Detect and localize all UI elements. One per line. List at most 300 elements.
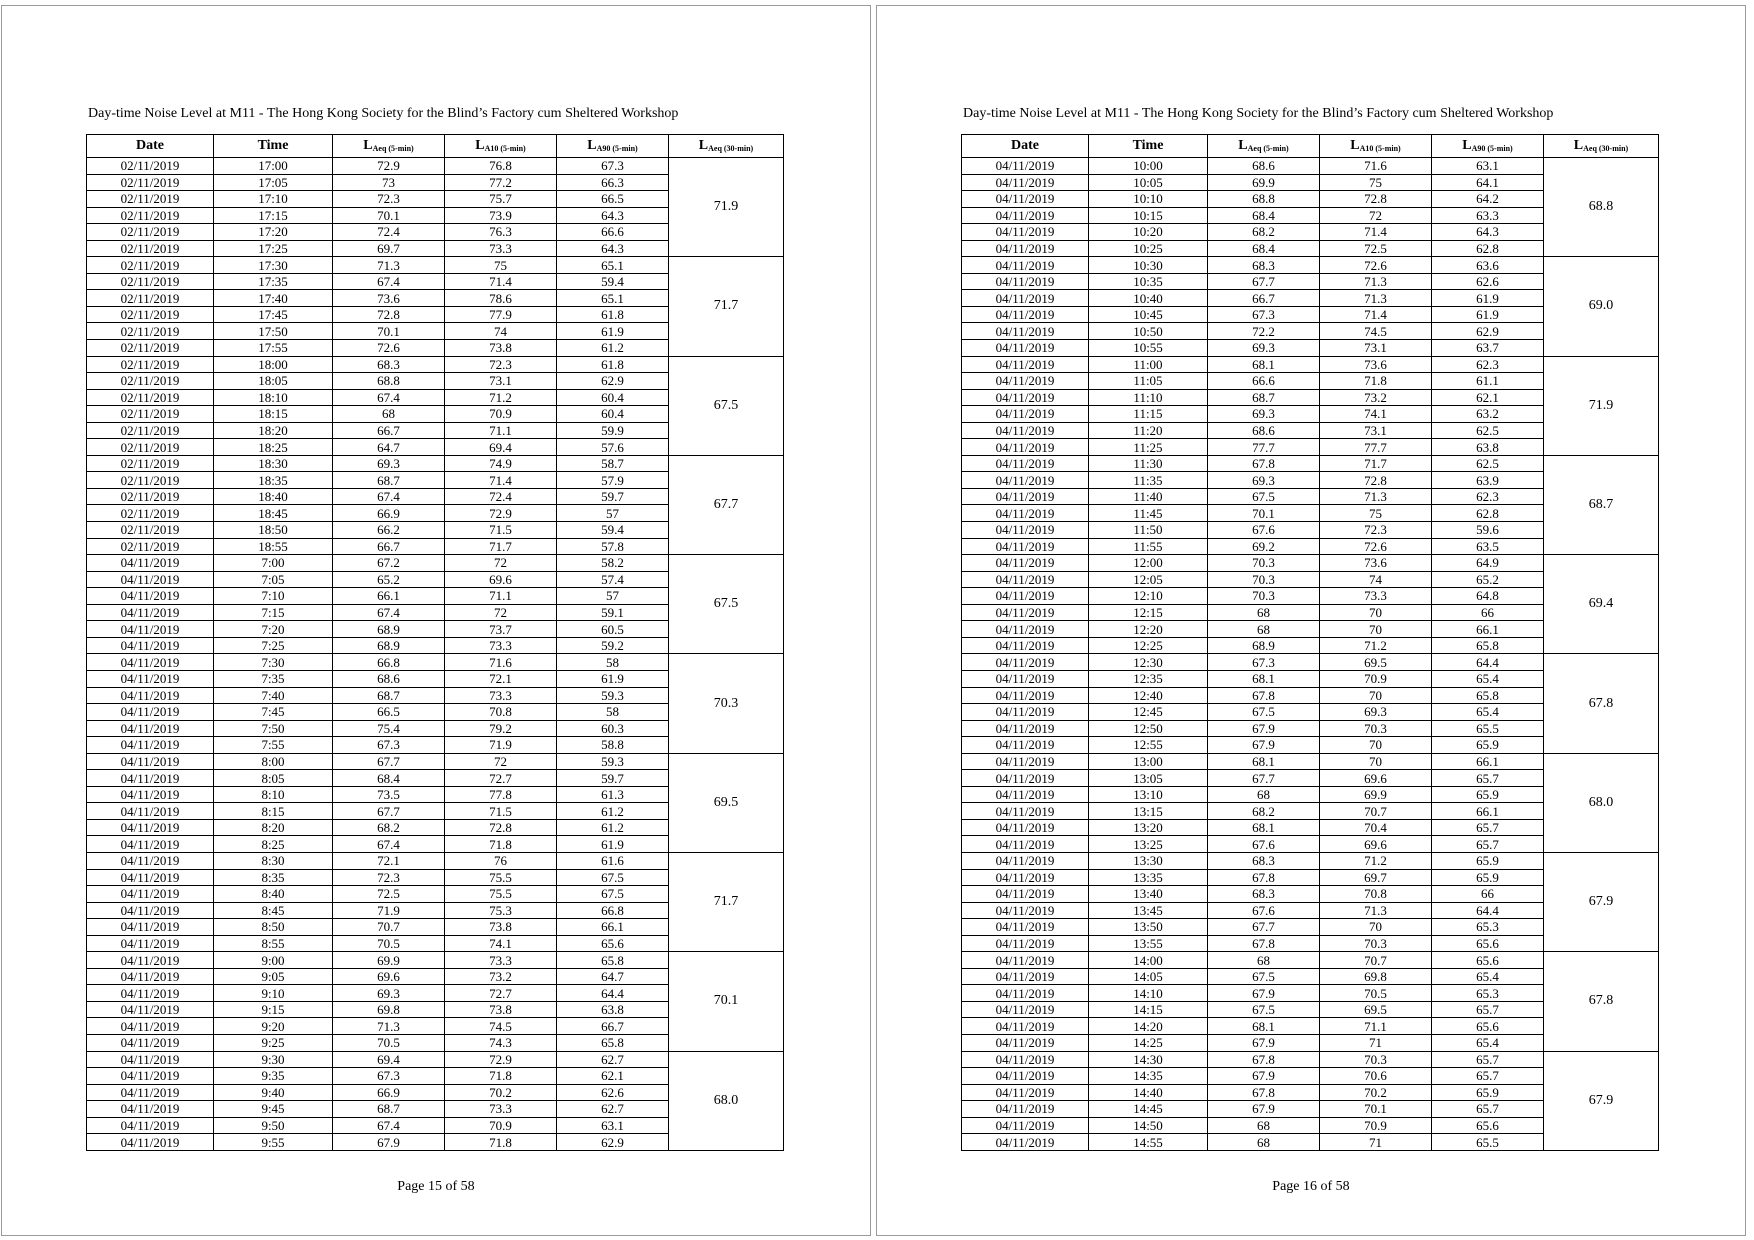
cell-la10-5min: 70.8 [1320, 886, 1432, 903]
table-row [87, 952, 784, 969]
cell-laeq-5min: 69.9 [1208, 174, 1320, 191]
cell-laeq-30min: 67.9 [1544, 852, 1659, 951]
cell-la10-5min: 71.7 [445, 538, 557, 555]
cell-la90-5min: 65.8 [557, 1034, 669, 1051]
cell-la90-5min: 66 [1432, 886, 1544, 903]
col-header-laeq-30min: $L_{Aeq (30-min)}$ [1544, 135, 1659, 158]
cell-date: 04/11/2019 [962, 422, 1089, 439]
cell-time: 9:00 [214, 952, 333, 969]
cell-laeq-5min: 69.3 [1208, 472, 1320, 489]
cell-la90-5min: 63.2 [1432, 406, 1544, 423]
cell-time: 8:05 [214, 770, 333, 787]
cell-la90-5min: 57 [557, 588, 669, 605]
cell-la90-5min: 61.9 [1432, 306, 1544, 323]
cell-laeq-30min: 67.8 [1544, 952, 1659, 1051]
cell-date: 04/11/2019 [87, 753, 214, 770]
cell-laeq-5min: 67.9 [1208, 1101, 1320, 1118]
cell-la90-5min: 65.4 [1432, 670, 1544, 687]
cell-la10-5min: 72.6 [1320, 257, 1432, 274]
cell-time: 12:55 [1089, 737, 1208, 754]
cell-time: 11:50 [1089, 522, 1208, 539]
cell-la90-5min: 58.7 [557, 455, 669, 472]
cell-laeq-30min: 69.0 [1544, 257, 1659, 356]
cell-date: 04/11/2019 [962, 158, 1089, 175]
cell-date: 04/11/2019 [962, 389, 1089, 406]
cell-la10-5min: 70 [1320, 621, 1432, 638]
cell-time: 11:35 [1089, 472, 1208, 489]
cell-date: 04/11/2019 [962, 919, 1089, 936]
cell-time: 7:15 [214, 604, 333, 621]
cell-la10-5min: 70.9 [1320, 670, 1432, 687]
cell-la90-5min: 65.6 [1432, 952, 1544, 969]
cell-time: 13:15 [1089, 803, 1208, 820]
document-page-left [1, 5, 871, 1236]
cell-la90-5min: 65.5 [1432, 1134, 1544, 1151]
cell-time: 12:35 [1089, 670, 1208, 687]
table-row [962, 555, 1659, 572]
cell-laeq-5min: 69.6 [333, 968, 445, 985]
cell-laeq-5min: 67.4 [333, 488, 445, 505]
cell-laeq-5min: 67.3 [333, 737, 445, 754]
cell-laeq-5min: 66.6 [1208, 373, 1320, 390]
cell-laeq-5min: 68.4 [1208, 207, 1320, 224]
cell-date: 04/11/2019 [962, 571, 1089, 588]
cell-laeq-5min: 68.8 [333, 373, 445, 390]
cell-time: 12:50 [1089, 720, 1208, 737]
cell-laeq-5min: 68.7 [1208, 389, 1320, 406]
cell-la10-5min: 71.8 [445, 1134, 557, 1151]
cell-la90-5min: 63.1 [1432, 158, 1544, 175]
cell-la10-5min: 74.5 [445, 1018, 557, 1035]
cell-date: 02/11/2019 [87, 422, 214, 439]
cell-time: 13:00 [1089, 753, 1208, 770]
cell-la90-5min: 64.3 [557, 207, 669, 224]
cell-la10-5min: 71.4 [445, 472, 557, 489]
cell-date: 04/11/2019 [87, 621, 214, 638]
cell-time: 17:10 [214, 191, 333, 208]
cell-laeq-30min: 67.7 [669, 455, 784, 554]
table-row [962, 356, 1659, 373]
cell-date: 02/11/2019 [87, 323, 214, 340]
cell-date: 04/11/2019 [962, 720, 1089, 737]
cell-laeq-5min: 67.6 [1208, 902, 1320, 919]
cell-laeq-5min: 68.8 [1208, 191, 1320, 208]
cell-time: 17:40 [214, 290, 333, 307]
cell-laeq-5min: 77.7 [1208, 439, 1320, 456]
cell-la90-5min: 66.3 [557, 174, 669, 191]
cell-laeq-30min: 67.5 [669, 555, 784, 654]
cell-la90-5min: 59.4 [557, 273, 669, 290]
cell-date: 04/11/2019 [962, 455, 1089, 472]
cell-laeq-5min: 68 [1208, 1134, 1320, 1151]
cell-date: 02/11/2019 [87, 191, 214, 208]
cell-laeq-5min: 68.1 [1208, 753, 1320, 770]
cell-la10-5min: 69.7 [1320, 869, 1432, 886]
cell-la10-5min: 70.5 [1320, 985, 1432, 1002]
cell-la90-5min: 65.1 [557, 290, 669, 307]
cell-la90-5min: 62.8 [1432, 505, 1544, 522]
cell-laeq-5min: 67.4 [333, 389, 445, 406]
cell-la10-5min: 74.3 [445, 1034, 557, 1051]
cell-time: 10:00 [1089, 158, 1208, 175]
cell-la90-5min: 64.2 [1432, 191, 1544, 208]
cell-la10-5min: 70.1 [1320, 1101, 1432, 1118]
cell-la10-5min: 69.9 [1320, 786, 1432, 803]
cell-time: 12:20 [1089, 621, 1208, 638]
cell-date: 04/11/2019 [87, 836, 214, 853]
cell-la90-5min: 62.9 [557, 1134, 669, 1151]
cell-laeq-5min: 68 [1208, 621, 1320, 638]
cell-la10-5min: 70 [1320, 737, 1432, 754]
cell-la90-5min: 61.1 [1432, 373, 1544, 390]
cell-time: 13:45 [1089, 902, 1208, 919]
cell-la90-5min: 61.2 [557, 819, 669, 836]
cell-la90-5min: 64.7 [557, 968, 669, 985]
cell-la10-5min: 70.7 [1320, 952, 1432, 969]
cell-la10-5min: 79.2 [445, 720, 557, 737]
cell-la90-5min: 58 [557, 704, 669, 721]
cell-la10-5min: 74.5 [1320, 323, 1432, 340]
cell-date: 04/11/2019 [87, 571, 214, 588]
cell-date: 04/11/2019 [962, 952, 1089, 969]
cell-laeq-5min: 67.2 [333, 555, 445, 572]
page-title: Day-time Noise Level at M11 - The Hong Kong Society for the Blind’s Factory cum Sheltered Workshop [88, 106, 679, 121]
cell-la10-5min: 73.3 [445, 240, 557, 257]
cell-la90-5min: 66.6 [557, 224, 669, 241]
cell-time: 12:00 [1089, 555, 1208, 572]
cell-la90-5min: 60.4 [557, 406, 669, 423]
cell-date: 04/11/2019 [87, 952, 214, 969]
cell-la90-5min: 66.1 [557, 919, 669, 936]
cell-date: 04/11/2019 [962, 323, 1089, 340]
cell-la90-5min: 59.4 [557, 522, 669, 539]
cell-la90-5min: 63.6 [1432, 257, 1544, 274]
cell-time: 12:25 [1089, 637, 1208, 654]
cell-time: 8:20 [214, 819, 333, 836]
cell-laeq-5min: 67.7 [333, 803, 445, 820]
cell-laeq-5min: 75.4 [333, 720, 445, 737]
cell-time: 10:30 [1089, 257, 1208, 274]
cell-la10-5min: 69.8 [1320, 968, 1432, 985]
cell-la90-5min: 66.1 [1432, 803, 1544, 820]
cell-date: 02/11/2019 [87, 290, 214, 307]
page-title: Day-time Noise Level at M11 - The Hong Kong Society for the Blind’s Factory cum Sheltered Workshop [963, 106, 1554, 121]
table-body [87, 158, 784, 1151]
cell-date: 04/11/2019 [87, 687, 214, 704]
cell-la10-5min: 71.8 [1320, 373, 1432, 390]
cell-la10-5min: 72.3 [445, 356, 557, 373]
cell-time: 14:15 [1089, 1001, 1208, 1018]
cell-laeq-5min: 72.3 [333, 191, 445, 208]
cell-time: 12:10 [1089, 588, 1208, 605]
cell-time: 7:50 [214, 720, 333, 737]
cell-laeq-30min: 70.3 [669, 654, 784, 753]
cell-la90-5min: 64.4 [1432, 654, 1544, 671]
cell-la10-5min: 73.3 [445, 687, 557, 704]
cell-la90-5min: 60.4 [557, 389, 669, 406]
cell-time: 13:05 [1089, 770, 1208, 787]
cell-date: 04/11/2019 [87, 1018, 214, 1035]
cell-la10-5min: 73.1 [1320, 340, 1432, 357]
cell-la90-5min: 65.9 [1432, 852, 1544, 869]
cell-la90-5min: 65.5 [1432, 720, 1544, 737]
col-header-date: Date [962, 135, 1089, 158]
cell-la90-5min: 60.5 [557, 621, 669, 638]
cell-la10-5min: 76.8 [445, 158, 557, 175]
cell-la10-5min: 71.2 [1320, 852, 1432, 869]
cell-time: 13:40 [1089, 886, 1208, 903]
cell-laeq-30min: 69.5 [669, 753, 784, 852]
cell-la10-5min: 71.8 [445, 836, 557, 853]
cell-date: 04/11/2019 [962, 604, 1089, 621]
cell-la90-5min: 64.4 [1432, 902, 1544, 919]
cell-la10-5min: 72 [445, 604, 557, 621]
cell-laeq-5min: 68.6 [1208, 422, 1320, 439]
cell-la10-5min: 77.9 [445, 306, 557, 323]
cell-laeq-5min: 68.2 [1208, 224, 1320, 241]
cell-la90-5min: 65.4 [1432, 968, 1544, 985]
cell-laeq-5min: 68.7 [333, 472, 445, 489]
cell-laeq-5min: 67.7 [333, 753, 445, 770]
table-body [962, 158, 1659, 1151]
cell-date: 04/11/2019 [962, 737, 1089, 754]
col-header-laeq-5min: $L_{Aeq (5-min)}$ [333, 135, 445, 158]
cell-time: 13:20 [1089, 819, 1208, 836]
cell-la90-5min: 66 [1432, 604, 1544, 621]
cell-time: 14:45 [1089, 1101, 1208, 1118]
table-row [962, 952, 1659, 969]
cell-la10-5min: 73.8 [445, 1001, 557, 1018]
cell-date: 04/11/2019 [962, 1018, 1089, 1035]
document-page-right [876, 5, 1746, 1236]
cell-time: 18:00 [214, 356, 333, 373]
cell-date: 04/11/2019 [962, 819, 1089, 836]
cell-la10-5min: 70.3 [1320, 1051, 1432, 1068]
cell-date: 04/11/2019 [87, 555, 214, 572]
cell-la10-5min: 75.5 [445, 886, 557, 903]
cell-la10-5min: 70.3 [1320, 935, 1432, 952]
cell-date: 02/11/2019 [87, 273, 214, 290]
cell-la90-5min: 67.3 [557, 158, 669, 175]
cell-date: 04/11/2019 [962, 968, 1089, 985]
cell-time: 10:05 [1089, 174, 1208, 191]
cell-la90-5min: 62.1 [1432, 389, 1544, 406]
cell-date: 02/11/2019 [87, 488, 214, 505]
cell-laeq-5min: 67.5 [1208, 488, 1320, 505]
cell-laeq-5min: 69.8 [333, 1001, 445, 1018]
cell-time: 14:30 [1089, 1051, 1208, 1068]
cell-time: 13:35 [1089, 869, 1208, 886]
cell-laeq-5min: 66.7 [333, 422, 445, 439]
cell-la10-5min: 70.6 [1320, 1068, 1432, 1085]
cell-la90-5min: 62.5 [1432, 422, 1544, 439]
cell-la10-5min: 74.9 [445, 455, 557, 472]
table-row [962, 455, 1659, 472]
cell-time: 14:20 [1089, 1018, 1208, 1035]
cell-la10-5min: 70.9 [1320, 1117, 1432, 1134]
cell-date: 04/11/2019 [962, 1134, 1089, 1151]
cell-la10-5min: 71.6 [1320, 158, 1432, 175]
cell-laeq-5min: 70.1 [333, 323, 445, 340]
cell-la90-5min: 65.7 [1432, 770, 1544, 787]
cell-la10-5min: 76 [445, 852, 557, 869]
table-row [87, 1051, 784, 1068]
cell-time: 14:10 [1089, 985, 1208, 1002]
cell-time: 18:10 [214, 389, 333, 406]
cell-laeq-5min: 68.3 [1208, 852, 1320, 869]
cell-date: 04/11/2019 [87, 902, 214, 919]
cell-time: 10:55 [1089, 340, 1208, 357]
cell-la90-5min: 62.1 [557, 1068, 669, 1085]
cell-la10-5min: 73.7 [445, 621, 557, 638]
cell-la10-5min: 75.7 [445, 191, 557, 208]
cell-laeq-5min: 67.4 [333, 604, 445, 621]
cell-time: 11:55 [1089, 538, 1208, 555]
cell-la90-5min: 65.7 [1432, 836, 1544, 853]
cell-la90-5min: 62.9 [557, 373, 669, 390]
cell-date: 02/11/2019 [87, 257, 214, 274]
cell-la90-5min: 57.4 [557, 571, 669, 588]
cell-laeq-30min: 67.8 [1544, 654, 1659, 753]
cell-la10-5min: 71.3 [1320, 902, 1432, 919]
cell-la10-5min: 69.6 [445, 571, 557, 588]
cell-time: 7:45 [214, 704, 333, 721]
cell-la90-5min: 61.8 [557, 356, 669, 373]
cell-laeq-30min: 71.7 [669, 852, 784, 951]
cell-time: 8:35 [214, 869, 333, 886]
cell-la90-5min: 65.4 [1432, 1034, 1544, 1051]
cell-la90-5min: 67.5 [557, 869, 669, 886]
cell-la90-5min: 65.6 [1432, 935, 1544, 952]
cell-laeq-5min: 68.6 [333, 670, 445, 687]
col-header-laeq-5min: $L_{Aeq (5-min)}$ [1208, 135, 1320, 158]
cell-la10-5min: 73.3 [445, 952, 557, 969]
cell-date: 04/11/2019 [87, 919, 214, 936]
cell-laeq-5min: 70.7 [333, 919, 445, 936]
cell-time: 12:15 [1089, 604, 1208, 621]
cell-time: 8:30 [214, 852, 333, 869]
cell-laeq-5min: 67.3 [1208, 654, 1320, 671]
cell-la10-5min: 71.6 [445, 654, 557, 671]
cell-laeq-5min: 72.4 [333, 224, 445, 241]
cell-time: 13:30 [1089, 852, 1208, 869]
cell-la90-5min: 57.6 [557, 439, 669, 456]
cell-date: 04/11/2019 [962, 753, 1089, 770]
cell-laeq-30min: 69.4 [1544, 555, 1659, 654]
cell-la10-5min: 72.7 [445, 770, 557, 787]
cell-time: 10:50 [1089, 323, 1208, 340]
cell-date: 02/11/2019 [87, 439, 214, 456]
cell-time: 8:50 [214, 919, 333, 936]
cell-date: 04/11/2019 [962, 488, 1089, 505]
cell-la10-5min: 69.6 [1320, 836, 1432, 853]
cell-laeq-5min: 67.7 [1208, 770, 1320, 787]
cell-date: 04/11/2019 [962, 985, 1089, 1002]
cell-date: 02/11/2019 [87, 356, 214, 373]
cell-laeq-5min: 67.8 [1208, 1051, 1320, 1068]
cell-laeq-5min: 72.9 [333, 158, 445, 175]
cell-la10-5min: 72.7 [445, 985, 557, 1002]
cell-laeq-30min: 67.9 [1544, 1051, 1659, 1150]
table-row [87, 356, 784, 373]
cell-date: 02/11/2019 [87, 158, 214, 175]
cell-la90-5min: 64.4 [557, 985, 669, 1002]
col-header-date: Date [87, 135, 214, 158]
cell-time: 14:35 [1089, 1068, 1208, 1085]
cell-la90-5min: 59.3 [557, 753, 669, 770]
cell-la90-5min: 65.8 [1432, 637, 1544, 654]
table-row [962, 654, 1659, 671]
cell-la10-5min: 70.2 [1320, 1084, 1432, 1101]
cell-date: 04/11/2019 [962, 704, 1089, 721]
cell-time: 18:05 [214, 373, 333, 390]
cell-date: 04/11/2019 [87, 819, 214, 836]
cell-la10-5min: 71.3 [1320, 488, 1432, 505]
cell-date: 02/11/2019 [87, 505, 214, 522]
cell-date: 04/11/2019 [962, 836, 1089, 853]
cell-la10-5min: 71.4 [1320, 224, 1432, 241]
cell-la90-5min: 62.8 [1432, 240, 1544, 257]
cell-la10-5min: 69.5 [1320, 1001, 1432, 1018]
cell-date: 04/11/2019 [962, 555, 1089, 572]
cell-time: 9:05 [214, 968, 333, 985]
cell-laeq-5min: 67.7 [1208, 919, 1320, 936]
cell-time: 9:45 [214, 1101, 333, 1118]
cell-time: 7:25 [214, 637, 333, 654]
cell-la90-5min: 65.9 [1432, 869, 1544, 886]
cell-la90-5min: 66.1 [1432, 753, 1544, 770]
cell-date: 04/11/2019 [962, 1001, 1089, 1018]
cell-time: 9:15 [214, 1001, 333, 1018]
cell-laeq-5min: 65.2 [333, 571, 445, 588]
table-row [87, 555, 784, 572]
cell-laeq-5min: 72.8 [333, 306, 445, 323]
cell-laeq-5min: 68.4 [333, 770, 445, 787]
cell-date: 04/11/2019 [962, 588, 1089, 605]
cell-time: 9:20 [214, 1018, 333, 1035]
cell-date: 04/11/2019 [87, 637, 214, 654]
cell-laeq-30min: 71.9 [1544, 356, 1659, 455]
col-header-la90-5min: $L_{A90 (5-min)}$ [557, 135, 669, 158]
cell-date: 04/11/2019 [962, 406, 1089, 423]
cell-laeq-5min: 68.3 [1208, 257, 1320, 274]
cell-la90-5min: 63.7 [1432, 340, 1544, 357]
cell-date: 04/11/2019 [87, 786, 214, 803]
cell-la10-5min: 72.9 [445, 1051, 557, 1068]
cell-la90-5min: 65.6 [1432, 1018, 1544, 1035]
cell-time: 17:20 [214, 224, 333, 241]
cell-la10-5min: 73.3 [1320, 588, 1432, 605]
cell-laeq-5min: 68.1 [1208, 670, 1320, 687]
col-header-laeq-30min: $L_{Aeq (30-min)}$ [669, 135, 784, 158]
cell-date: 02/11/2019 [87, 538, 214, 555]
table-row [87, 257, 784, 274]
cell-laeq-5min: 68.2 [1208, 803, 1320, 820]
cell-laeq-5min: 67.7 [1208, 273, 1320, 290]
noise-level-table [961, 134, 1659, 1151]
cell-la10-5min: 72.8 [1320, 472, 1432, 489]
cell-la90-5min: 62.6 [1432, 273, 1544, 290]
cell-la90-5min: 59.7 [557, 488, 669, 505]
cell-time: 18:55 [214, 538, 333, 555]
cell-la90-5min: 67.5 [557, 886, 669, 903]
cell-date: 04/11/2019 [87, 737, 214, 754]
cell-la10-5min: 69.3 [1320, 704, 1432, 721]
cell-la90-5min: 62.7 [557, 1101, 669, 1118]
cell-laeq-5min: 70.3 [1208, 571, 1320, 588]
cell-date: 04/11/2019 [962, 1034, 1089, 1051]
cell-time: 17:15 [214, 207, 333, 224]
